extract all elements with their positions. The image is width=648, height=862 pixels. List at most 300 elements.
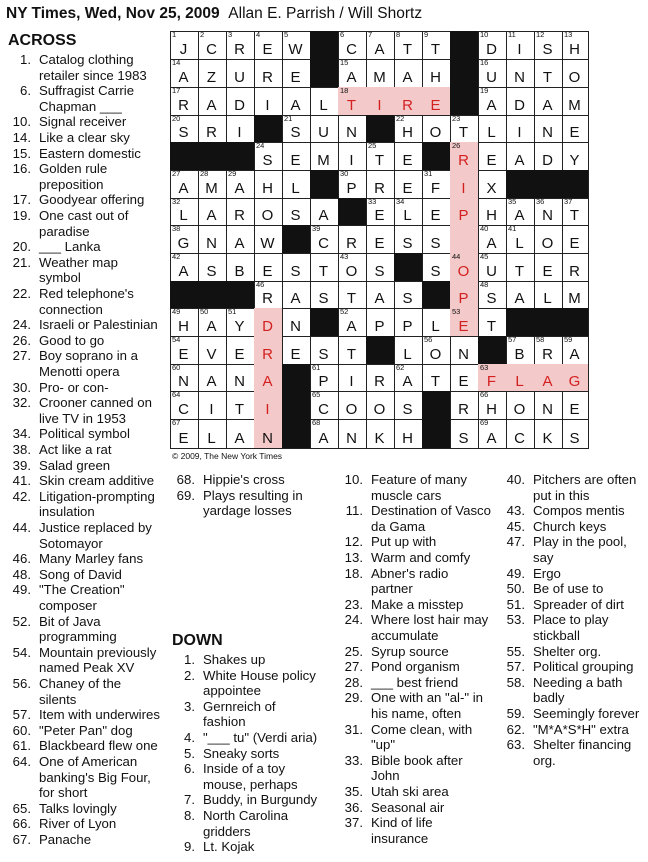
cell-letter: E (542, 263, 554, 280)
down-clue[interactable] (340, 597, 492, 613)
across-clue[interactable] (8, 286, 160, 317)
across-clue[interactable] (8, 239, 160, 255)
across-clue[interactable] (8, 317, 160, 333)
grid-cell[interactable] (478, 115, 507, 143)
across-clue[interactable] (8, 192, 160, 208)
grid-cell[interactable] (506, 142, 535, 171)
grid-cell[interactable] (338, 59, 367, 88)
grid-cell[interactable] (338, 115, 367, 143)
grid-cell[interactable] (422, 31, 451, 60)
grid-cell[interactable] (422, 198, 451, 226)
grid-cell[interactable] (450, 281, 479, 309)
grid-cell[interactable] (562, 31, 589, 60)
grid-cell[interactable] (338, 419, 367, 449)
grid-cell[interactable] (394, 225, 423, 254)
down-clue[interactable] (502, 519, 644, 535)
clue-text: Litigation-prompting insulation (39, 488, 155, 520)
grid-cell[interactable] (450, 308, 479, 337)
grid-cell[interactable] (254, 198, 283, 226)
grid-cell[interactable] (170, 336, 199, 365)
grid-cell[interactable] (226, 115, 255, 143)
grid-cell[interactable] (198, 115, 227, 143)
down-clue[interactable] (340, 722, 492, 753)
down-clue[interactable] (172, 699, 320, 730)
cell-letter: E (458, 373, 470, 390)
grid-cell[interactable] (506, 198, 535, 226)
clue-text: Israeli or Palestinian (39, 317, 158, 333)
grid-cell[interactable] (422, 364, 451, 392)
grid-cell[interactable] (478, 308, 507, 337)
grid-cell[interactable] (310, 115, 339, 143)
down-clue[interactable] (172, 792, 320, 808)
down-clue[interactable] (502, 581, 644, 597)
grid-cell[interactable] (226, 31, 255, 60)
grid-cell[interactable] (506, 31, 535, 60)
grid-cell[interactable] (198, 391, 227, 420)
down-clue[interactable] (502, 503, 644, 519)
grid-cell[interactable] (282, 142, 311, 171)
across-clue[interactable] (172, 488, 320, 519)
grid-cell[interactable] (338, 308, 367, 337)
across-clue[interactable] (8, 676, 160, 707)
grid-cell[interactable] (282, 308, 311, 337)
grid-cell[interactable] (394, 281, 423, 309)
grid-cell[interactable] (198, 198, 227, 226)
grid-cell[interactable] (310, 253, 339, 282)
clue-text: Pond organism (371, 659, 460, 675)
grid-cell[interactable] (506, 419, 535, 449)
across-clue[interactable] (172, 472, 320, 488)
cell-letter: R (458, 152, 470, 169)
grid-cell[interactable] (198, 59, 227, 88)
grid-cell[interactable] (338, 142, 367, 171)
across-clue[interactable] (8, 395, 160, 426)
down-clue[interactable] (340, 566, 492, 597)
grid-cell[interactable] (534, 391, 563, 420)
clue-number: 53. (506, 612, 525, 628)
across-clue[interactable] (8, 458, 160, 474)
grid-cell[interactable] (534, 419, 563, 449)
grid-cell[interactable] (478, 59, 507, 88)
clue-number: 45. (506, 518, 525, 534)
grid-cell[interactable] (534, 59, 563, 88)
grid-cell[interactable] (198, 253, 227, 282)
black-square (506, 170, 535, 199)
grid-cell[interactable] (310, 281, 339, 309)
across-clue[interactable] (8, 380, 160, 396)
grid-cell[interactable] (254, 59, 283, 88)
grid-cell[interactable] (254, 364, 283, 392)
across-clue[interactable] (8, 426, 160, 442)
grid-cell[interactable] (226, 198, 255, 226)
grid-cell[interactable] (310, 364, 339, 392)
grid-cell[interactable] (198, 364, 227, 392)
down-clue[interactable] (340, 800, 492, 816)
grid-cell[interactable] (506, 87, 535, 116)
clue-number: 38. (12, 442, 31, 457)
grid-cell[interactable] (226, 336, 255, 365)
across-clue[interactable] (8, 114, 160, 130)
down-clue[interactable] (340, 534, 492, 550)
grid-cell[interactable] (422, 336, 451, 365)
grid-cell[interactable] (170, 391, 199, 420)
grid-cell[interactable] (226, 87, 255, 116)
grid-cell[interactable] (562, 115, 589, 143)
grid-cell[interactable] (338, 391, 367, 420)
grid-cell[interactable] (366, 225, 395, 254)
across-clue[interactable] (8, 832, 160, 848)
cell-letter: I (349, 152, 355, 169)
grid-cell[interactable] (338, 364, 367, 392)
grid-cell[interactable] (534, 31, 563, 60)
grid-cell[interactable] (198, 87, 227, 116)
grid-cell[interactable] (170, 364, 199, 392)
grid-cell[interactable] (366, 170, 395, 199)
down-clue[interactable] (340, 675, 492, 691)
across-clue[interactable] (8, 83, 160, 114)
grid-cell[interactable] (282, 253, 311, 282)
grid-cell[interactable] (478, 170, 507, 199)
grid-cell[interactable] (450, 364, 479, 392)
grid-cell[interactable] (254, 391, 283, 420)
across-clue[interactable] (8, 255, 160, 286)
grid-cell[interactable] (310, 336, 339, 365)
grid-cell[interactable] (198, 170, 227, 199)
down-clue[interactable] (502, 722, 644, 738)
grid-cell[interactable] (226, 364, 255, 392)
grid-cell[interactable] (450, 142, 479, 171)
grid-cell[interactable] (534, 115, 563, 143)
grid-cell[interactable] (198, 225, 227, 254)
grid-cell[interactable] (170, 59, 199, 88)
grid-cell[interactable] (422, 115, 451, 143)
across-clue[interactable] (8, 754, 160, 801)
grid-cell[interactable] (366, 308, 395, 337)
grid-cell[interactable] (170, 308, 199, 337)
grid-cell[interactable] (170, 31, 199, 60)
grid-cell[interactable] (310, 87, 339, 116)
clue-number: 66. (12, 816, 31, 832)
grid-cell[interactable] (170, 87, 199, 116)
grid-cell[interactable] (170, 225, 199, 254)
cell-letter: I (209, 401, 215, 418)
grid-cell[interactable] (366, 419, 395, 449)
grid-cell[interactable] (422, 59, 451, 88)
down-clue[interactable] (172, 652, 320, 668)
cell-letter: H (569, 41, 581, 58)
grid-cell[interactable] (478, 281, 507, 309)
grid-cell[interactable] (310, 419, 339, 449)
grid-cell[interactable] (478, 391, 507, 420)
down-clue[interactable] (172, 746, 320, 762)
grid-cell[interactable] (562, 419, 589, 449)
grid-cell[interactable] (282, 336, 311, 365)
grid-cell[interactable] (562, 253, 589, 282)
grid-cell[interactable] (366, 59, 395, 88)
grid-cell[interactable] (394, 170, 423, 199)
down-clue[interactable] (502, 597, 644, 613)
grid-cell[interactable] (282, 59, 311, 88)
down-clue[interactable] (340, 472, 492, 503)
grid-cell[interactable] (506, 336, 535, 365)
grid-cell[interactable] (562, 198, 589, 226)
across-clue[interactable] (8, 520, 160, 551)
grid-cell[interactable] (394, 31, 423, 60)
down-clue[interactable] (340, 784, 492, 800)
grid-cell[interactable] (282, 281, 311, 309)
down-clue[interactable] (502, 737, 644, 768)
down-clue[interactable] (340, 815, 492, 846)
across-clue[interactable] (8, 161, 160, 192)
grid-cell[interactable] (450, 198, 479, 226)
grid-cell[interactable] (562, 336, 589, 365)
clue-text: Be of use to (533, 581, 604, 597)
grid-cell[interactable] (366, 31, 395, 60)
across-clue[interactable] (8, 738, 160, 754)
grid-cell[interactable] (366, 87, 395, 116)
grid-cell[interactable] (282, 115, 311, 143)
grid-cell[interactable] (394, 364, 423, 392)
grid-cell[interactable] (366, 253, 395, 282)
grid-cell[interactable] (394, 391, 423, 420)
grid-cell[interactable] (450, 170, 479, 199)
black-square (198, 142, 227, 171)
grid-cell[interactable] (478, 198, 507, 226)
grid-cell[interactable] (534, 364, 563, 392)
grid-cell[interactable] (534, 198, 563, 226)
grid-cell[interactable] (338, 87, 367, 116)
grid-cell[interactable] (478, 31, 507, 60)
grid-cell[interactable] (450, 419, 479, 449)
grid-cell[interactable] (198, 419, 227, 449)
cell-number: 40 (480, 224, 489, 233)
grid-cell[interactable] (478, 87, 507, 116)
across-clue[interactable] (8, 614, 160, 645)
down-clue[interactable] (502, 706, 644, 722)
grid-cell[interactable] (422, 253, 451, 282)
down-clue[interactable] (172, 761, 320, 792)
grid-cell[interactable] (338, 31, 367, 60)
down-clue[interactable] (502, 472, 644, 503)
puzzle-byline: Allan E. Parrish / Will Shortz (228, 5, 423, 22)
grid-cell[interactable] (422, 225, 451, 254)
grid-cell[interactable] (226, 170, 255, 199)
cell-letter: I (517, 41, 523, 58)
grid-cell[interactable] (422, 87, 451, 116)
grid-cell[interactable] (226, 419, 255, 449)
down-clue[interactable] (172, 808, 320, 839)
grid-cell[interactable] (506, 59, 535, 88)
across-clue[interactable] (8, 208, 160, 239)
grid-cell[interactable] (282, 170, 311, 199)
grid-cell[interactable] (254, 308, 283, 337)
grid-cell[interactable] (562, 281, 589, 309)
grid-cell[interactable] (198, 336, 227, 365)
grid-cell[interactable] (562, 59, 589, 88)
grid-cell[interactable] (226, 253, 255, 282)
grid-cell[interactable] (254, 281, 283, 309)
cell-letter: Z (206, 69, 218, 86)
grid-cell[interactable] (170, 419, 199, 449)
grid-cell[interactable] (226, 391, 255, 420)
cell-letter: A (234, 235, 246, 252)
across-clue[interactable] (8, 801, 160, 817)
grid-cell[interactable] (254, 253, 283, 282)
grid-cell[interactable] (282, 87, 311, 116)
grid-cell[interactable] (254, 170, 283, 199)
grid-cell[interactable] (562, 142, 589, 171)
cell-letter: N (178, 373, 190, 390)
down-clue[interactable] (172, 839, 320, 855)
grid-cell[interactable] (534, 281, 563, 309)
down-clue[interactable] (340, 690, 492, 721)
grid-cell[interactable] (198, 31, 227, 60)
across-clue[interactable] (8, 551, 160, 567)
grid-cell[interactable] (254, 225, 283, 254)
grid-cell[interactable] (478, 142, 507, 171)
across-clue[interactable] (8, 645, 160, 676)
grid-cell[interactable] (394, 142, 423, 171)
grid-cell[interactable] (338, 281, 367, 309)
grid-cell[interactable] (310, 198, 339, 226)
grid-cell[interactable] (282, 31, 311, 60)
grid-cell[interactable] (170, 253, 199, 282)
grid-cell[interactable] (562, 225, 589, 254)
grid-cell[interactable] (506, 253, 535, 282)
grid-cell[interactable] (506, 391, 535, 420)
clue-text: Put up with (371, 534, 437, 550)
grid-cell[interactable] (394, 198, 423, 226)
across-clue[interactable] (8, 489, 160, 520)
down-clue[interactable] (502, 659, 644, 675)
across-clue[interactable] (8, 582, 160, 613)
across-clue[interactable] (8, 52, 160, 83)
grid-cell[interactable] (562, 87, 589, 116)
across-clue[interactable] (8, 567, 160, 583)
across-clue[interactable] (8, 473, 160, 489)
down-clue[interactable] (502, 566, 644, 582)
grid-cell[interactable] (338, 336, 367, 365)
grid-cell[interactable] (506, 115, 535, 143)
cell-letter: E (262, 41, 274, 58)
grid-cell[interactable] (282, 198, 311, 226)
across-clue[interactable] (8, 146, 160, 162)
grid-cell[interactable] (422, 308, 451, 337)
down-clue[interactable] (340, 659, 492, 675)
grid-cell[interactable] (478, 225, 507, 254)
grid-cell[interactable] (254, 142, 283, 171)
grid-cell[interactable] (422, 170, 451, 199)
across-clue[interactable] (8, 333, 160, 349)
grid-cell[interactable] (394, 115, 423, 143)
grid-cell[interactable] (226, 225, 255, 254)
down-clue[interactable] (340, 550, 492, 566)
across-clue[interactable] (8, 442, 160, 458)
grid-cell[interactable] (450, 115, 479, 143)
across-clue[interactable] (8, 707, 160, 723)
grid-cell[interactable] (478, 419, 507, 449)
cell-letter: T (430, 41, 442, 58)
grid-cell[interactable] (562, 391, 589, 420)
grid-cell[interactable] (226, 59, 255, 88)
down-clue[interactable] (340, 503, 492, 534)
black-square (282, 419, 311, 449)
grid-cell[interactable] (506, 225, 535, 254)
grid-cell[interactable] (198, 308, 227, 337)
grid-cell[interactable] (366, 198, 395, 226)
clue-text: Lt. Kojak (203, 839, 255, 855)
black-square (282, 225, 311, 254)
grid-cell[interactable] (366, 391, 395, 420)
clue-number: 56. (12, 676, 31, 691)
grid-cell[interactable] (226, 308, 255, 337)
down-clue[interactable] (502, 644, 644, 660)
grid-cell[interactable] (394, 419, 423, 449)
grid-cell[interactable] (254, 419, 283, 449)
across-clue[interactable] (8, 348, 160, 379)
grid-cell[interactable] (366, 281, 395, 309)
grid-cell[interactable] (534, 142, 563, 171)
grid-cell[interactable] (310, 391, 339, 420)
across-clue[interactable] (8, 723, 160, 739)
grid-cell[interactable] (450, 391, 479, 420)
grid-cell[interactable] (170, 198, 199, 226)
down-clue[interactable] (502, 675, 644, 706)
grid-cell[interactable] (450, 336, 479, 365)
grid-cell[interactable] (534, 253, 563, 282)
grid-cell[interactable] (534, 336, 563, 365)
grid-cell[interactable] (506, 281, 535, 309)
down-clue[interactable] (340, 644, 492, 660)
down-clue[interactable] (172, 730, 320, 746)
cell-number: 30 (340, 169, 349, 178)
down-clue[interactable] (340, 753, 492, 784)
grid-cell[interactable] (338, 225, 367, 254)
grid-cell[interactable] (254, 87, 283, 116)
grid-cell[interactable] (534, 225, 563, 254)
black-square (562, 308, 589, 337)
grid-cell[interactable] (394, 59, 423, 88)
down-clue[interactable] (172, 668, 320, 699)
grid-cell[interactable] (338, 253, 367, 282)
grid-cell[interactable] (170, 170, 199, 199)
grid-cell[interactable] (366, 364, 395, 392)
across-clue[interactable] (8, 130, 160, 146)
down-clue[interactable] (502, 534, 644, 565)
grid-cell[interactable] (310, 142, 339, 171)
grid-cell[interactable] (254, 31, 283, 60)
grid-cell[interactable] (338, 170, 367, 199)
grid-cell[interactable] (310, 225, 339, 254)
grid-cell[interactable] (394, 336, 423, 365)
across-clue[interactable] (8, 816, 160, 832)
grid-cell[interactable] (394, 308, 423, 337)
down-clue[interactable] (340, 612, 492, 643)
grid-cell[interactable] (450, 253, 479, 282)
grid-cell[interactable] (562, 364, 589, 392)
grid-cell[interactable] (366, 142, 395, 171)
cell-letter: R (458, 401, 470, 418)
down-clue[interactable] (502, 612, 644, 643)
grid-cell[interactable] (478, 253, 507, 282)
grid-cell[interactable] (534, 87, 563, 116)
grid-cell[interactable] (394, 87, 423, 116)
clue-text: Act like a rat (39, 442, 112, 457)
grid-cell[interactable] (170, 115, 199, 143)
grid-cell[interactable] (506, 364, 535, 392)
grid-cell[interactable] (254, 336, 283, 365)
grid-cell[interactable] (478, 364, 507, 392)
